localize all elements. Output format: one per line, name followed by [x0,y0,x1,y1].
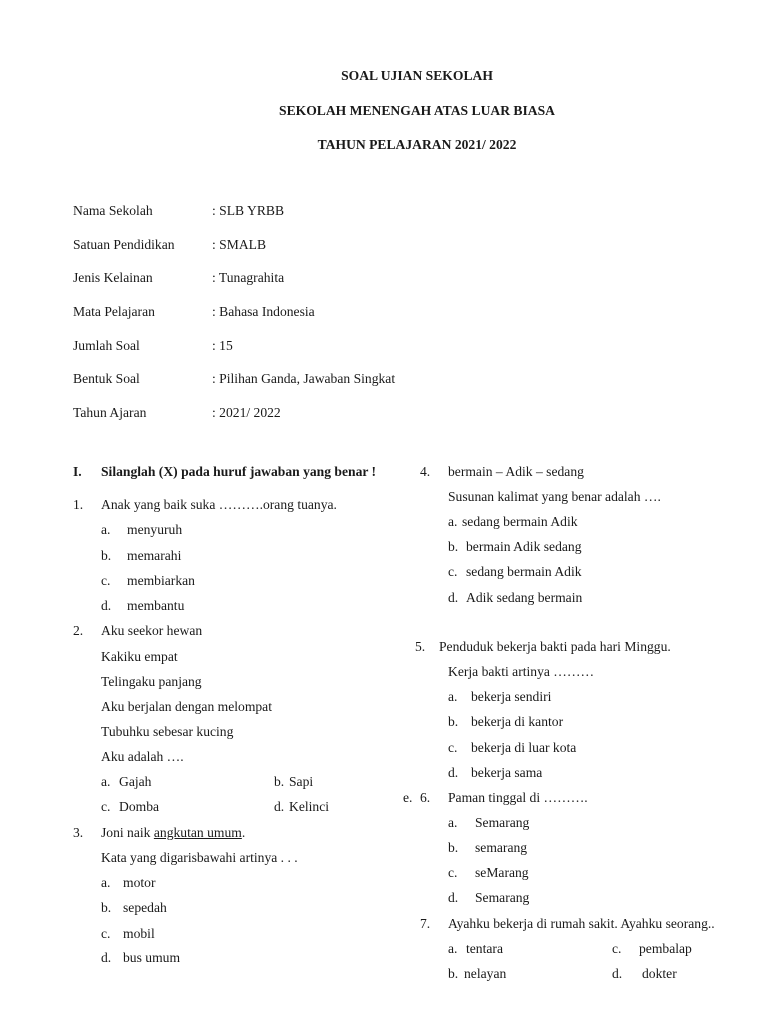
riddle-line: Kakiku empat [101,649,178,664]
option-text[interactable]: Gajah [119,774,152,789]
option-letter[interactable]: b. [274,774,285,789]
info-label: Mata Pelajaran [73,304,155,319]
option-text[interactable]: menyuruh [127,522,183,537]
option-letter[interactable]: d. [448,890,459,905]
option-letter[interactable]: b. [101,900,112,915]
option-text[interactable]: pembalap [639,941,692,956]
option-text[interactable]: bekerja sendiri [471,689,552,704]
academic-year-title: TAHUN PELAJARAN 2021/ 2022 [317,137,517,152]
option-text[interactable]: bus umum [123,950,181,965]
option-letter[interactable]: a. [448,514,458,529]
option-letter[interactable]: a. [101,522,111,537]
question-number: 7. [420,916,431,931]
option-letter[interactable]: c. [612,941,622,956]
option-text[interactable]: seMarang [475,865,529,880]
info-value: : 2021/ 2022 [212,405,281,420]
info-value: : Bahasa Indonesia [212,304,315,319]
option-letter[interactable]: d. [448,590,459,605]
stray-list-marker: e. [403,790,413,805]
option-letter[interactable]: a. [101,774,111,789]
option-letter[interactable]: c. [101,573,111,588]
option-text[interactable]: Semarang [475,815,530,830]
info-label: Jumlah Soal [73,338,140,353]
option-text[interactable]: mobil [123,926,155,941]
info-value: : Pilihan Ganda, Jawaban Singkat [212,371,396,386]
question-prompt: Kata yang digarisbawahi artinya . . . [101,850,298,865]
option-letter[interactable]: b. [448,539,459,554]
riddle-line: Aku adalah …. [101,749,184,764]
option-letter[interactable]: c. [448,564,458,579]
riddle-line: Tubuhku sebesar kucing [101,724,234,739]
info-label: Tahun Ajaran [73,405,147,420]
section-instruction: Silanglah (X) pada huruf jawaban yang benar ! [101,464,377,479]
option-text[interactable]: Domba [119,799,160,814]
option-text[interactable]: tentara [466,941,503,956]
doc-title: SOAL UJIAN SEKOLAH [341,68,493,83]
option-text[interactable]: Kelinci [289,799,330,814]
option-letter[interactable]: d. [448,765,459,780]
option-text[interactable]: sedang bermain Adik [462,514,578,529]
option-text[interactable]: membantu [127,598,185,613]
option-text[interactable]: bermain Adik sedang [466,539,582,554]
option-letter[interactable]: c. [448,865,458,880]
underlined-phrase: angkutan umum [153,825,242,840]
option-letter[interactable]: c. [101,799,111,814]
riddle-line: Aku seekor hewan [101,623,203,638]
info-label: Satuan Pendidikan [73,237,175,252]
school-level-title: SEKOLAH MENENGAH ATAS LUAR BIASA [279,103,555,118]
option-text[interactable]: Adik sedang bermain [466,590,583,605]
option-text[interactable]: sedang bermain Adik [466,564,582,579]
section-number: I. [73,464,82,479]
question-number: 4. [420,464,431,479]
option-text[interactable]: bekerja di luar kota [471,740,577,755]
option-text[interactable]: Semarang [475,890,530,905]
riddle-line: Telingaku panjang [101,674,202,689]
option-letter[interactable]: d. [101,598,112,613]
question-text: Paman tinggal di ………. [448,790,588,805]
option-text[interactable]: semarang [475,840,528,855]
question-text [101,825,245,841]
info-value: : 15 [212,338,233,353]
option-letter[interactable]: a. [101,875,111,890]
riddle-line: Aku berjalan dengan melompat [101,699,272,714]
option-letter[interactable]: b. [101,548,112,563]
question-number: 2. [73,623,84,638]
question-number: 5. [415,639,426,654]
option-text[interactable]: dokter [642,966,677,981]
option-letter[interactable]: c. [448,740,458,755]
question-text: Penduduk bekerja bakti pada hari Minggu. [439,639,671,654]
option-letter[interactable]: b. [448,966,459,981]
question-text: Ayahku bekerja di rumah sakit. Ayahku seorang.. [448,916,715,931]
question-text: bermain – Adik – sedang [448,464,584,479]
option-letter[interactable]: d. [274,799,285,814]
info-label: Jenis Kelainan [73,270,153,285]
option-text[interactable]: bekerja di kantor [471,714,564,729]
question-text-before: Joni naik [101,825,154,840]
info-value: : SLB YRBB [212,203,285,218]
option-letter[interactable]: a. [448,689,458,704]
info-label: Nama Sekolah [73,203,153,218]
option-letter[interactable]: b. [448,840,459,855]
option-letter[interactable]: b. [448,714,459,729]
question-number: 1. [73,497,84,512]
option-letter[interactable]: d. [612,966,623,981]
question-text: Anak yang baik suka ……….orang tuanya. [101,497,337,512]
option-text[interactable]: memarahi [127,548,182,563]
option-letter[interactable]: a. [448,941,458,956]
question-number: 3. [73,825,84,840]
option-letter[interactable]: d. [101,950,112,965]
option-letter[interactable]: a. [448,815,458,830]
info-label: Bentuk Soal [73,371,140,386]
info-value: : SMALB [212,237,267,252]
question-text-after: . [241,825,246,840]
option-text[interactable]: motor [123,875,156,890]
question-number: 6. [420,790,431,805]
option-text[interactable]: sepedah [123,900,167,915]
info-value: : Tunagrahita [212,270,285,285]
question-prompt: Kerja bakti artinya ……… [448,664,595,679]
option-text[interactable]: membiarkan [127,573,195,588]
option-text[interactable]: bekerja sama [471,765,543,780]
option-text[interactable]: nelayan [464,966,507,981]
question-prompt: Susunan kalimat yang benar adalah …. [448,489,661,504]
option-letter[interactable]: c. [101,926,111,941]
option-text[interactable]: Sapi [289,774,314,789]
